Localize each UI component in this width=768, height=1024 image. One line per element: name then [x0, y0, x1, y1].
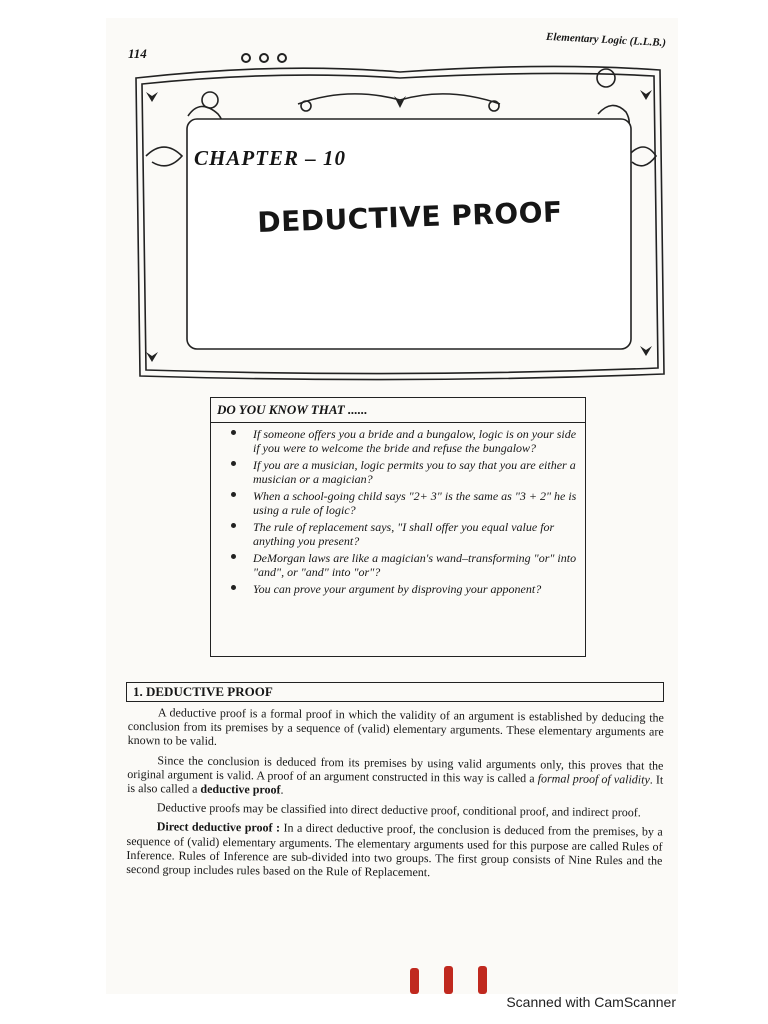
binding-spiral-icon: [408, 964, 498, 994]
paragraph: Deductive proofs may be classified into direct deductive proof, conditional proof, and indirect proof.: [156, 800, 641, 820]
bullet-icon: [231, 585, 236, 590]
list-item: You can prove your argument by disproving your apponent?: [229, 582, 579, 596]
chapter-number: CHAPTER – 10: [194, 146, 347, 170]
list-item: When a school-going child says "2+ 3" is the same as "3 + 2" he is using a rule of logic?: [229, 489, 579, 517]
term-direct-deductive-proof: Direct deductive proof :: [156, 819, 281, 836]
did-you-know-box: [210, 397, 586, 657]
chapter-title: DEDUCTIVE PROOF: [256, 195, 564, 239]
list-item: The rule of replacement says, "I shall offer you equal value for anything you present?: [229, 520, 579, 548]
bullet-icon: [231, 554, 236, 559]
emphasis-formal-proof: formal proof of validity: [537, 771, 650, 787]
paragraph: A deductive proof is a formal proof in which the validity of an argument is established by deducing the conclusion from its premises by a sequence of (valid) elementary arguments. These elementary arguments are known to be valid.: [127, 705, 664, 749]
term-deductive-proof: deductive proof: [200, 781, 281, 797]
page-number: 114: [128, 46, 147, 61]
section-heading: 1. DEDUCTIVE PROOF: [126, 682, 664, 702]
did-you-know-heading: DO YOU KNOW THAT ......: [211, 398, 585, 423]
paragraph: Direct deductive proof : In a direct deductive proof, the conclusion is deduced from the premises, by a sequence of (valid) elementary arguments. The elementary arguments used for this purpose are called Rules of Inference. Rules of Inference are sub-divided into two groups. The first group consists of Nine Rules and the second group includes rules based on the Rule of Replacement.: [126, 819, 663, 880]
did-you-know-list: [211, 423, 585, 596]
list-item: DeMorgan laws are like a magician's wand–transforming "or" into "and", or "and" into "or"?: [229, 551, 579, 579]
list-item: If you are a musician, logic permits you to say that you are either a musician or a magician?: [229, 458, 579, 486]
section-body: [126, 705, 664, 887]
bullet-icon: [231, 492, 236, 497]
bullet-icon: [231, 430, 236, 435]
list-item: If someone offers you a bride and a bungalow, logic is on your side if you were to welcome the bride and refuse the bungalow?: [229, 427, 579, 455]
bullet-icon: [231, 461, 236, 466]
running-header-title: Elementary Logic (L.L.B.): [545, 30, 667, 50]
scanner-watermark: Scanned with CamScanner: [506, 994, 676, 1010]
bullet-icon: [231, 523, 236, 528]
paragraph: Since the conclusion is deduced from its premises by using valid arguments only, this proves that the original argument is valid. A proof of an argument constructed in this way is called a formal proof of validity. It is also called a deductive proof.: [127, 752, 664, 797]
